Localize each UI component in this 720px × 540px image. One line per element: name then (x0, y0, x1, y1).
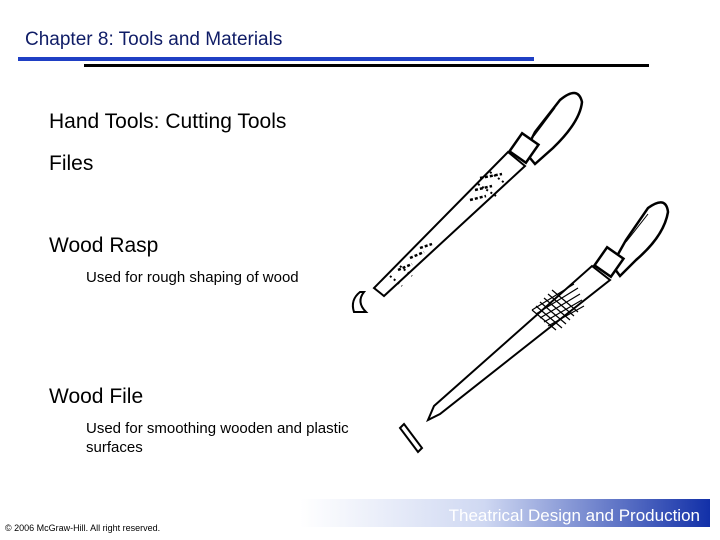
files-illustration (330, 80, 710, 460)
chapter-title: Chapter 8: Tools and Materials (25, 29, 283, 50)
section-title: Hand Tools: Cutting Tools (49, 110, 287, 133)
category-title: Files (49, 152, 94, 175)
wood-rasp-illustration (353, 93, 582, 312)
footer-brand: Theatrical Design and Production (448, 506, 700, 525)
tool-description-wood-file: Used for smoothing wooden and plastic surfaces (86, 420, 349, 456)
header-rule-black (84, 64, 649, 67)
tool-name-wood-rasp: Wood Rasp (49, 234, 159, 257)
tool-description-wood-rasp: Used for rough shaping of wood (86, 269, 299, 286)
tool-name-wood-file: Wood File (49, 385, 144, 408)
copyright-notice: © 2006 McGraw-Hill. All right reserved. (5, 523, 161, 533)
header-rule-blue (18, 57, 534, 61)
